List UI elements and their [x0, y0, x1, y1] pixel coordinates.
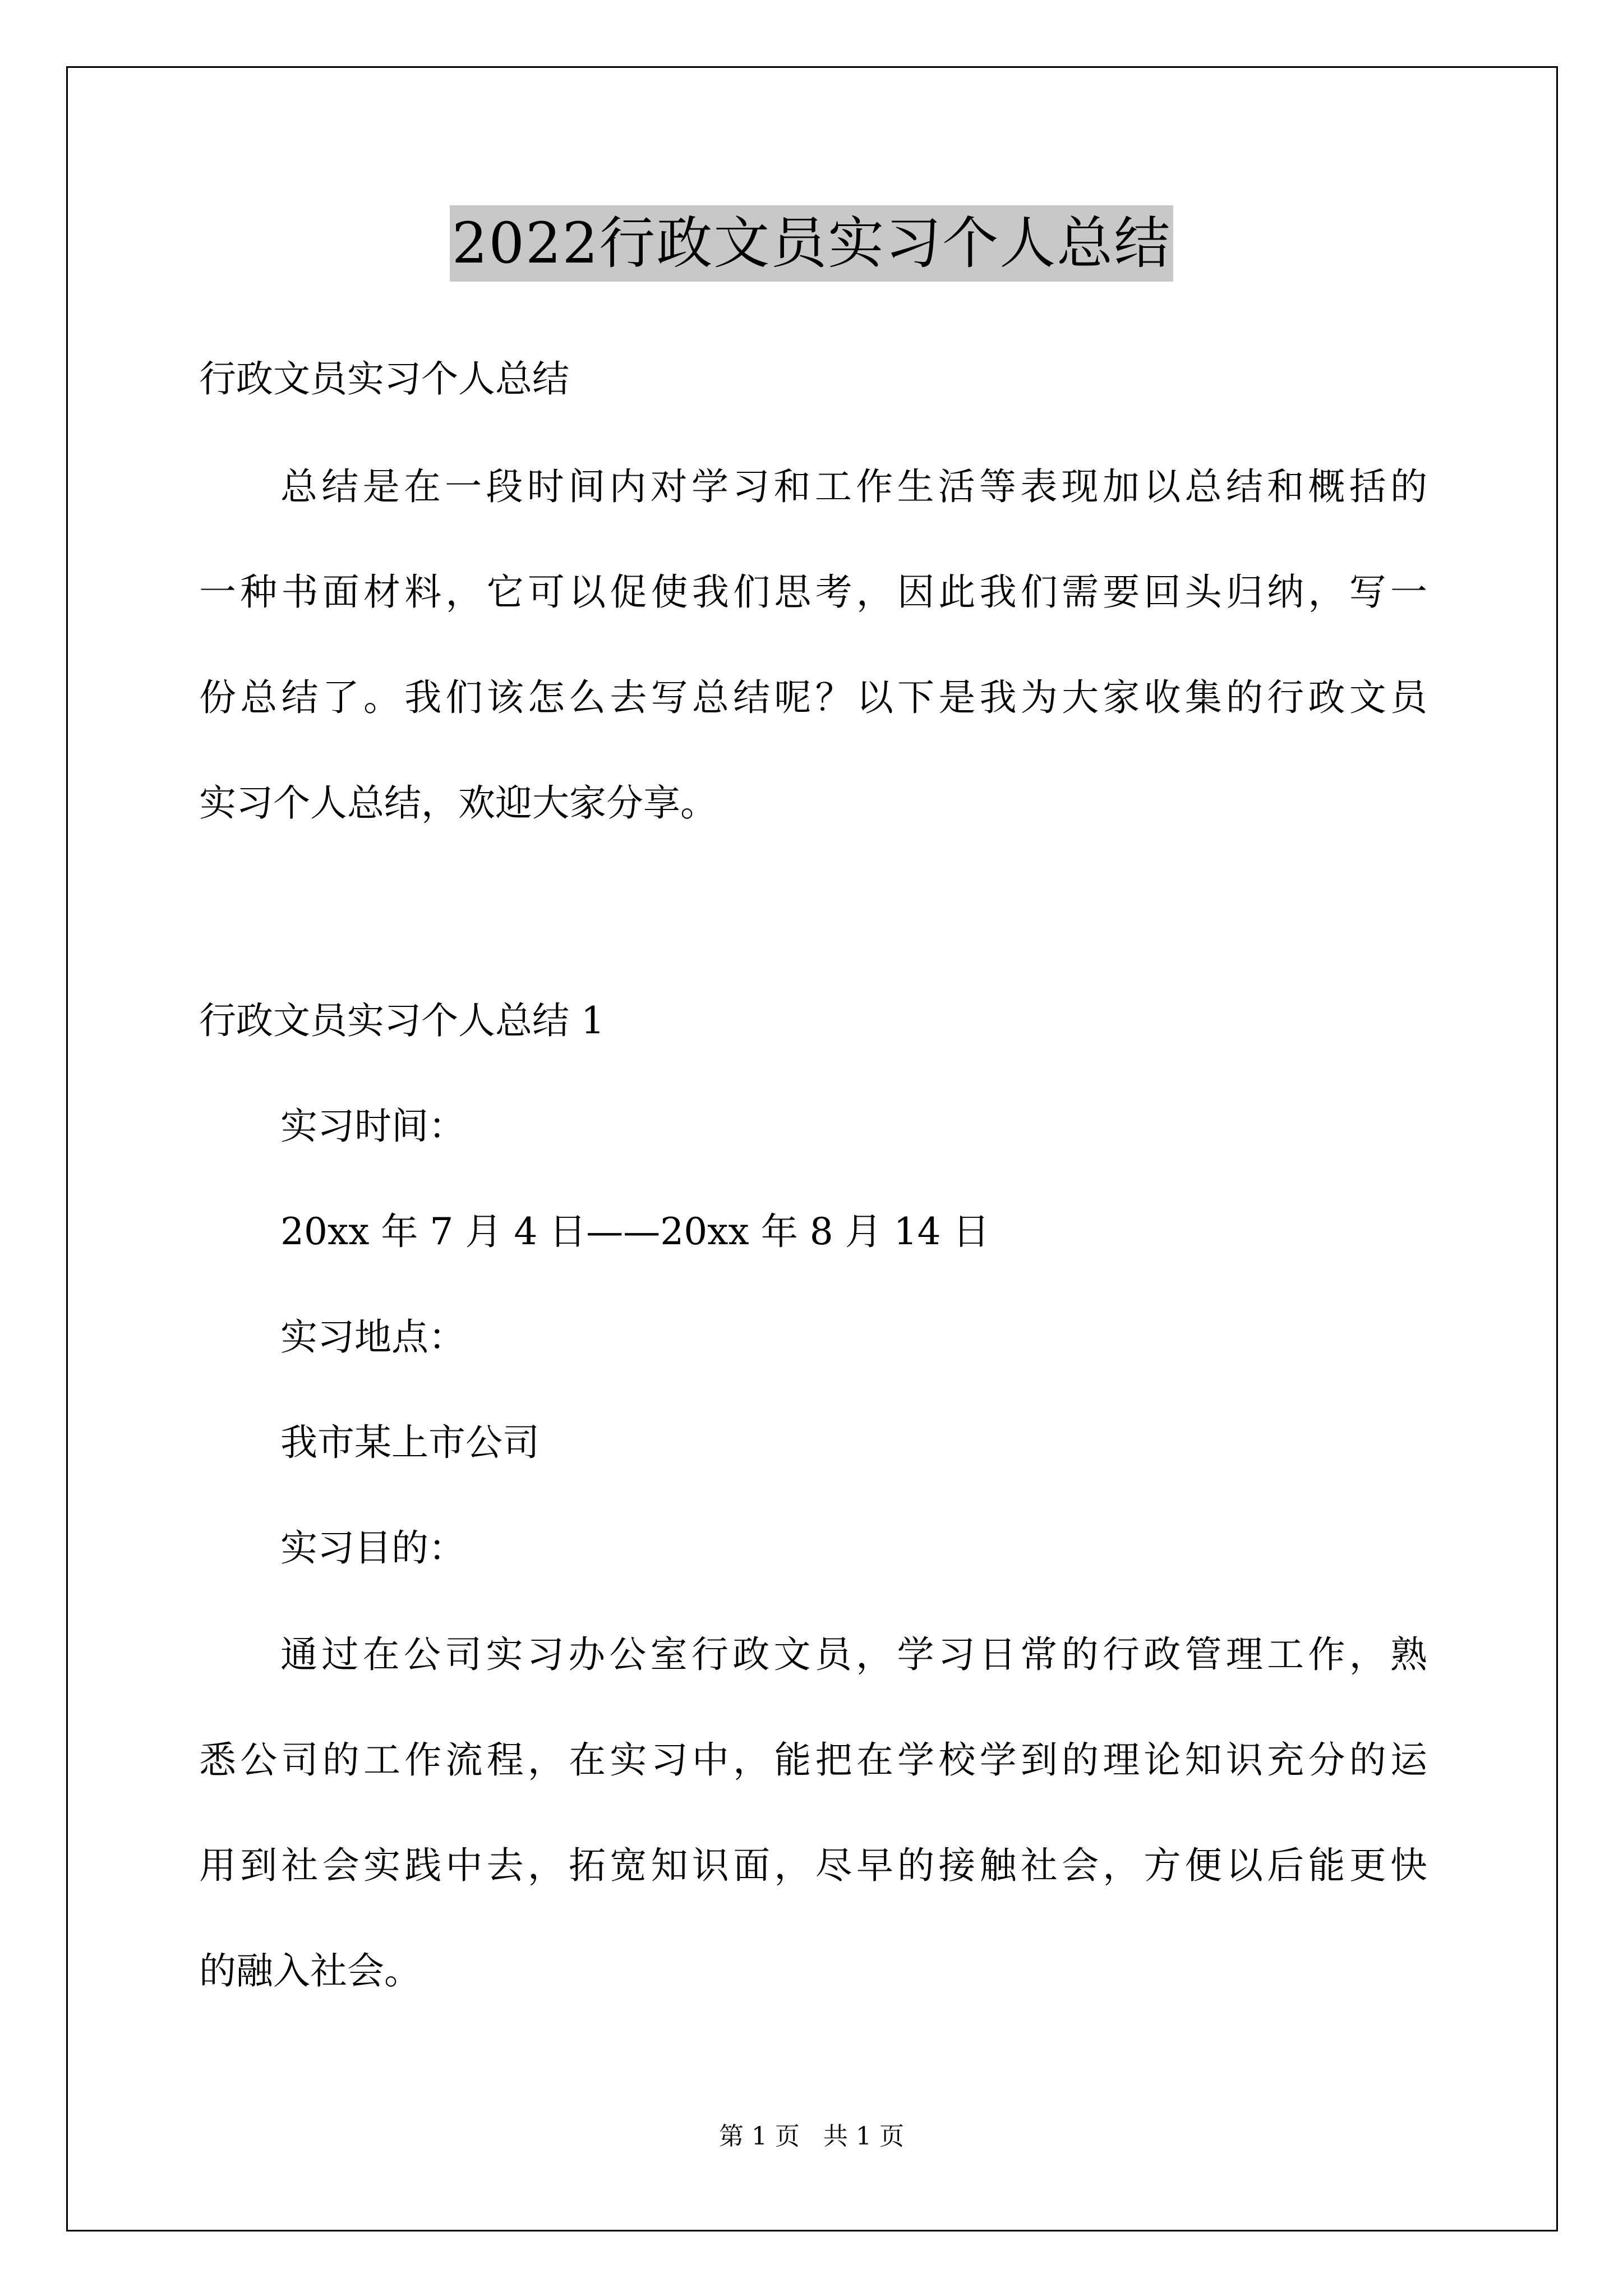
page-footer: 第 1 页 共 1 页 [719, 2122, 904, 2151]
subtitle: 行政文员实习个人总结 [199, 357, 569, 401]
purpose-line: 的融入社会。 [199, 1949, 421, 1993]
intro-line: 实习个人总结，欢迎大家分享。 [199, 781, 717, 825]
title-wrap [0, 205, 1623, 282]
purpose-line: 用到社会实践中去，拓宽知识面，尽早的接触社会，方便以后能更快 [199, 1844, 1427, 1887]
internship-time-label: 实习时间： [280, 1105, 465, 1148]
document-title: 2022行政文员实习个人总结 [450, 205, 1174, 282]
internship-time-value: 20xx 年 7 月 4 日——20xx 年 8 月 14 日 [280, 1210, 990, 1253]
purpose-line: 悉公司的工作流程，在实习中，能把在学校学到的理论知识充分的运 [199, 1738, 1427, 1782]
intro-line: 一种书面材料，它可以促使我们思考，因此我们需要回头归纳，写一 [199, 570, 1427, 614]
internship-place-label: 实习地点： [280, 1315, 465, 1359]
intro-line: 总结是在一段时间内对学习和工作生活等表现加以总结和概括的 [280, 465, 1427, 508]
internship-purpose-label: 实习目的： [280, 1526, 465, 1570]
purpose-line: 通过在公司实习办公室行政文员，学习日常的行政管理工作，熟 [280, 1633, 1427, 1676]
section-heading: 行政文员实习个人总结 1 [199, 999, 605, 1042]
intro-line: 份总结了。我们该怎么去写总结呢？以下是我为大家收集的行政文员 [199, 676, 1427, 719]
internship-place-value: 我市某上市公司 [280, 1421, 540, 1464]
